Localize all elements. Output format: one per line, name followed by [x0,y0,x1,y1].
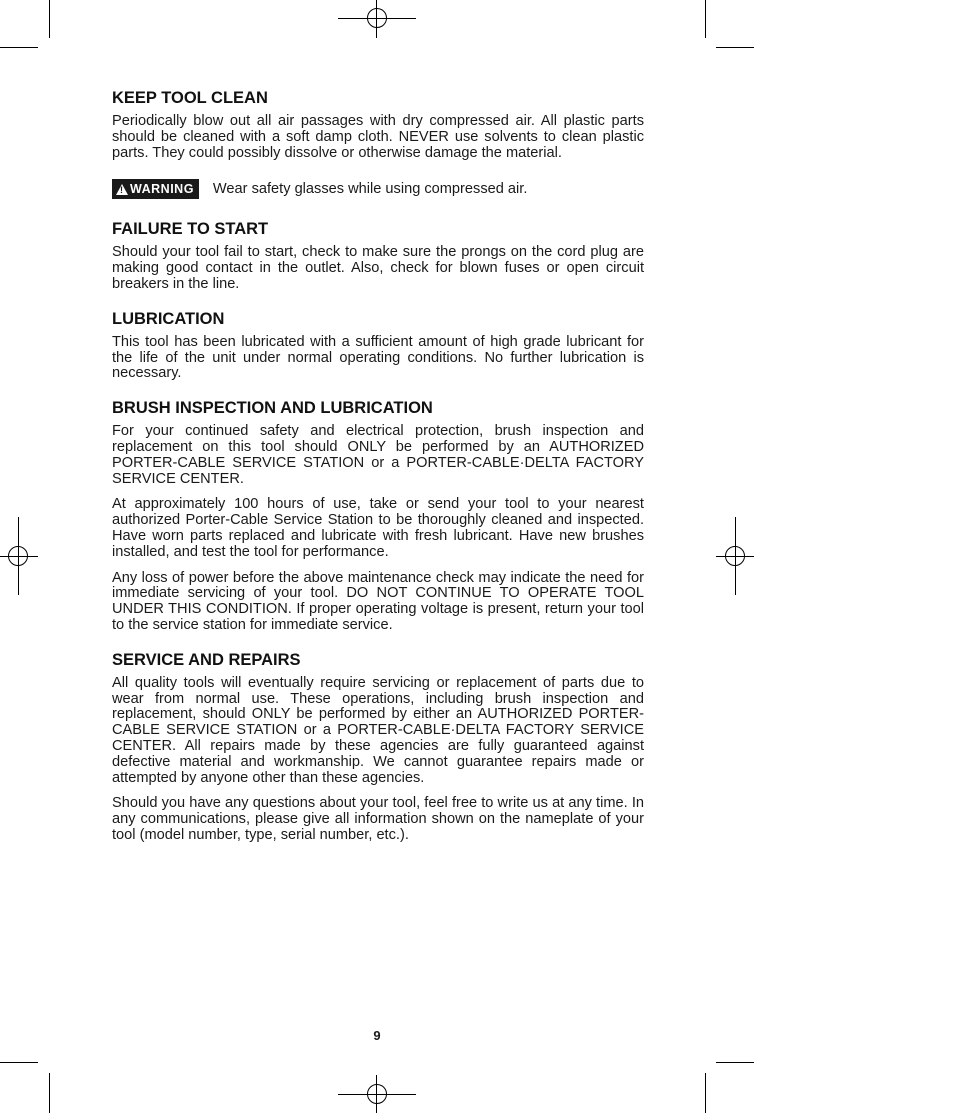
section-heading: BRUSH INSPECTION AND LUBRICATION [112,399,433,418]
paragraph: Periodically blow out all air passages with dry compressed air. All plastic parts should be cleaned with a soft damp cloth. NEVER use solvents to clean plastic parts. They could possibly dissolve or otherwise damage the material. [112,113,644,161]
section-heading: FAILURE TO START [112,220,269,239]
crop-mark [705,1073,706,1113]
crop-mark [716,47,754,48]
crop-mark [716,1062,754,1063]
crop-mark [0,47,38,48]
page-number: 9 [373,1028,381,1043]
paragraph: For your continued safety and electrical protection, brush inspection and replacement on this tool should ONLY be performed by an AUTHORIZED PORTER-CABLE SERVICE STATION or a PORTER-CABLE·DELTA FACTORY SERVICE CENTER. [112,423,644,487]
crop-mark [49,0,50,38]
section-keep-tool-clean [112,88,644,161]
paragraph: Any loss of power before the above maintenance check may indicate the need for immediate servicing of your tool. DO NOT CONTINUE TO OPERATE TOOL UNDER THIS CONDITION. If proper operating voltage is present, return your tool to the service station for immediate service. [112,569,644,633]
warning-badge-label: WARNING [130,182,194,197]
section-lubrication [112,309,644,382]
section-heading: LUBRICATION [112,309,225,328]
registration-circle-left [8,546,28,566]
paragraph: At approximately 100 hours of use, take or send your tool to your nearest authorized Porter-Cable Service Station to be thoroughly cleaned and inspected. Have worn parts replaced and lubricate with fresh lubricant. Have new brushes installed, and test the tool for performance. [112,496,644,560]
registration-circle-right [725,546,745,566]
registration-circle-top [367,8,387,28]
paragraph: Should your tool fail to start, check to make sure the prongs on the cord plug are making good contact in the outlet. Also, check for blown fuses or open circuit breakers in the line. [112,244,644,292]
warning-triangle-icon [116,184,128,195]
warning-text: Wear safety glasses while using compressed air. [212,181,528,198]
section-heading: SERVICE AND REPAIRS [112,650,301,669]
crop-mark [705,0,706,38]
paragraph: This tool has been lubricated with a sufficient amount of high grade lubricant for the life of the unit under normal operating conditions. No further lubrication is necessary. [112,333,644,382]
section-service-and-repairs [112,650,644,844]
section-heading: KEEP TOOL CLEAN [112,89,268,107]
warning-notice [112,179,644,199]
paragraph: Should you have any questions about your tool, feel free to write us at any time. In any communications, please give all information shown on the nameplate of your tool (model number, type, serial number, etc.). [112,795,644,843]
crop-mark [49,1073,50,1113]
crop-mark [0,1062,38,1063]
paragraph: All quality tools will eventually require servicing or replacement of parts due to wear from normal use. These operations, including brush inspection and replacement, should ONLY be performed by either an AUTHORIZED PORTER-CABLE SERVICE STATION or a PORTER-CABLE·DELTA FACTORY SERVICE CENTER. All repairs made by these agencies are fully guaranteed against defective material and workmanship. We cannot guarantee repairs made or attempted by anyone other than these agencies. [112,674,644,786]
warning-badge [112,179,199,199]
section-brush-inspection [112,398,644,634]
page-content [112,88,644,860]
section-failure-to-start [112,219,644,292]
registration-circle-bottom [367,1084,387,1104]
